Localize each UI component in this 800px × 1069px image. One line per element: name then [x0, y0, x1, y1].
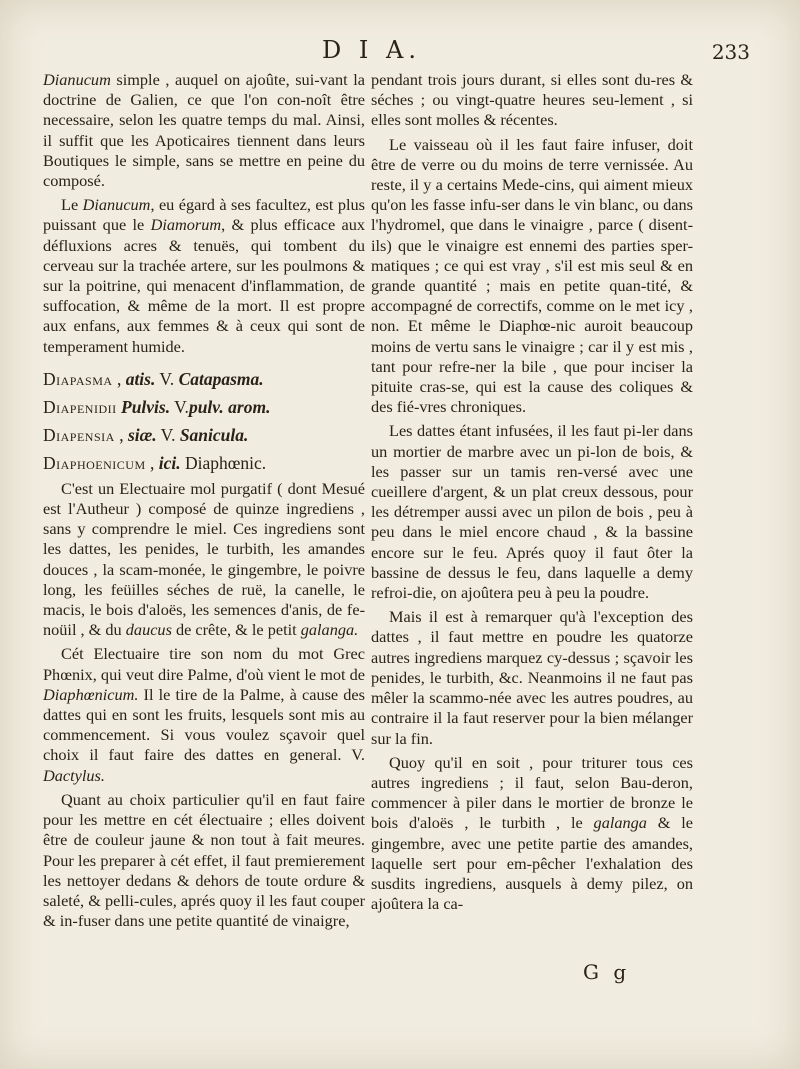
italic-term: Dactylus.	[43, 765, 105, 785]
italic-term: Diamorum	[150, 215, 222, 235]
page-number: 233	[711, 40, 750, 64]
text-run: de crête, & le petit	[171, 620, 301, 640]
text-run: Cét Electuaire tire son nom du mot Grec Phœnix, qui veut dire Palme, d'où vient le mot de	[43, 644, 365, 684]
paragraph	[371, 421, 693, 603]
text-run: Les dattes étant infusées, il les faut pi-ler dans un mortier de marbre avec un pi-lon de bois, & les passer sur un tamis ren-versé avec une cueillere d'argent, & un plat creux dessous, pour les détremper aussi avec un pilon de bois , peu à peu dans le miel encore chaud , & la bassine encore sur le feu. Aprés quoy il faut ôter la bassine de dessus le feu, dans laquelle a demy refroi-die, on ajoûtera peu à peu la poudre.	[371, 421, 693, 603]
dictionary-entry	[43, 395, 365, 419]
page-header	[0, 36, 800, 66]
text-run: Le vaisseau où il les faut faire infuser, doit être de verre ou du moins de terre vernissée. Au reste, il y a certains Mede-cins, qui aiment mieux qu'on les fasse infu-ser dans le vin blanc, ou dans l'hydromel, que dans le vinaigre , parce ( disent-ils) que le vinaigre est ennemi des parties sper-matiques ; ce qui est vray , s'il est mis seul & en grande quantité ; mais en petite quan-tité, & accompagné de correctifs, comme on le met icy , non. Et même le Diaphœ-nic auroit beaucoup moins de vertu sans le vinaigre ; car il y est mis , tant pour refre-ner la bile , que pour inciser la pituite cras-se, qui est la cause des coliques & des fié-vres chroniques.	[371, 134, 693, 417]
dictionary-entry	[43, 451, 365, 475]
paragraph	[43, 790, 365, 931]
text-run: C'est un Electuaire mol purgatif ( dont Mesué est l'Autheur ) composé de quinze ingrediens , sans y comprendre le miel. Ces ingrediens sont les dattes, les penides, le turbith, les amandes douces , la scam-monée, le gingembre, le poivre long, les feüilles séches de ruë, la canelle, le macis, le bois d'aloës, les semences d'anis, de fe-noüil , & du	[43, 478, 365, 640]
italic-term: Dianucum	[43, 70, 111, 89]
italic-term: Sanicula.	[179, 424, 249, 445]
signature-mark: G g	[583, 960, 631, 984]
italic-term: ici.	[158, 452, 181, 473]
paragraph	[371, 607, 693, 748]
italic-term: Diaphœnicum.	[43, 684, 139, 704]
italic-term: Catapasma.	[178, 368, 264, 389]
dictionary-entry	[43, 423, 365, 447]
text-run: Mais il est à remarquer qu'à l'exception des dattes , il faut mettre en poudre les quatorze autres ingrediens marquez cy-dessus ; sçavoir les penides, le turbith, &c. Neanmoins il ne faut pas mêler la scammo-née avec les autres poudres, au contraire il la faut reserver pour la bien mélanger sur la fin.	[371, 607, 693, 748]
paragraph	[371, 753, 693, 915]
text-run: Quant au choix particulier qu'il en faut faire pour les mettre en cét électuaire ; elles doivent être de couleur jaune & non tout à fait meures. Pour les preparer à cét effet, il faut premierement les nettoyer dedans & dehors de toute ordure & saleté, & pelli-cules, aprés quoy il les faut couper & in-fuser dans une petite quantité de vinaigre,	[43, 789, 365, 931]
entry-headword: Diapasma	[43, 368, 113, 389]
text-run: , & plus efficace aux défluxions acres & tenuës, qui tombent du cerveau sur la trachée artere, sur les poulmons & sur la poitrine, qui menacent d'inflammation, de suffocation, & même de la mort. Il est propre aux enfans, aux femmes & à ceux qui sont de temperament humide.	[43, 215, 365, 356]
text-run: Quoy qu'il en soit , pour triturer tous ces autres ingrediens ; il faut, selon Bau-deron, commencer à piler dans le mortier de bronze le bois d'aloës , le turbith , le	[371, 752, 693, 833]
italic-term: galanga.	[300, 620, 359, 640]
text-run: V.	[170, 396, 189, 417]
paragraph	[43, 644, 365, 785]
paragraph	[371, 70, 693, 131]
text-run: & le gingembre, avec une petite partie des amandes, laquelle sert pour em-pêcher l'exhalation des susdits ingrediens, ausquels à demy pilez, on ajoûtera la ca-	[371, 813, 693, 914]
running-head: D I A.	[322, 36, 421, 64]
italic-term: daucus	[125, 620, 172, 640]
dictionary-entry	[43, 367, 365, 391]
paragraph	[43, 70, 365, 191]
paragraph	[371, 135, 693, 418]
right-column	[371, 70, 693, 918]
text-run: Le	[61, 195, 83, 215]
italic-term: galanga	[593, 813, 647, 833]
entry-headword: Diapensia	[43, 424, 115, 445]
text-run: ,	[112, 368, 126, 389]
paragraph	[43, 479, 365, 641]
entry-headword: Diaphoenicum	[43, 452, 146, 473]
text-run: Diaphœnic.	[180, 452, 267, 473]
text-run: simple , auquel on ajoûte, sui-vant la doctrine de Galien, ce que l'on con-noît être necessaire, selon les quatre temps du mal. Ainsi, il suffit que les Apoticaires tiennent dans leurs Boutiques le simple, sans se mettre en peine du composé.	[43, 70, 365, 191]
text-run: , eu égard à ses facultez, est plus puissant que le	[43, 195, 365, 235]
text-run: V.	[156, 424, 180, 445]
italic-term: Dianucum	[82, 195, 151, 215]
italic-term: pulv. arom.	[188, 396, 271, 417]
text-run: pendant trois jours durant, si elles sont du-res & séches ; ou vingt-quatre heures seu-lement , si elles sont molles & récentes.	[371, 70, 693, 130]
left-column	[43, 70, 365, 935]
text-run: V.	[155, 368, 179, 389]
text-run: ,	[145, 452, 159, 473]
italic-term: Pulvis.	[121, 396, 171, 417]
paragraph	[43, 195, 365, 357]
text-run: ,	[114, 424, 128, 445]
italic-term: siæ.	[127, 424, 157, 445]
italic-term: atis.	[125, 368, 156, 389]
entry-headword: Diapenidii	[43, 396, 117, 417]
text-run: Il le tire de la Palme, à cause des dattes qui en sont les fruits, lesquels sont mis au commencement. Si vous voulez sçavoir quel choix il faut faire des dattes en general. V.	[43, 684, 365, 765]
